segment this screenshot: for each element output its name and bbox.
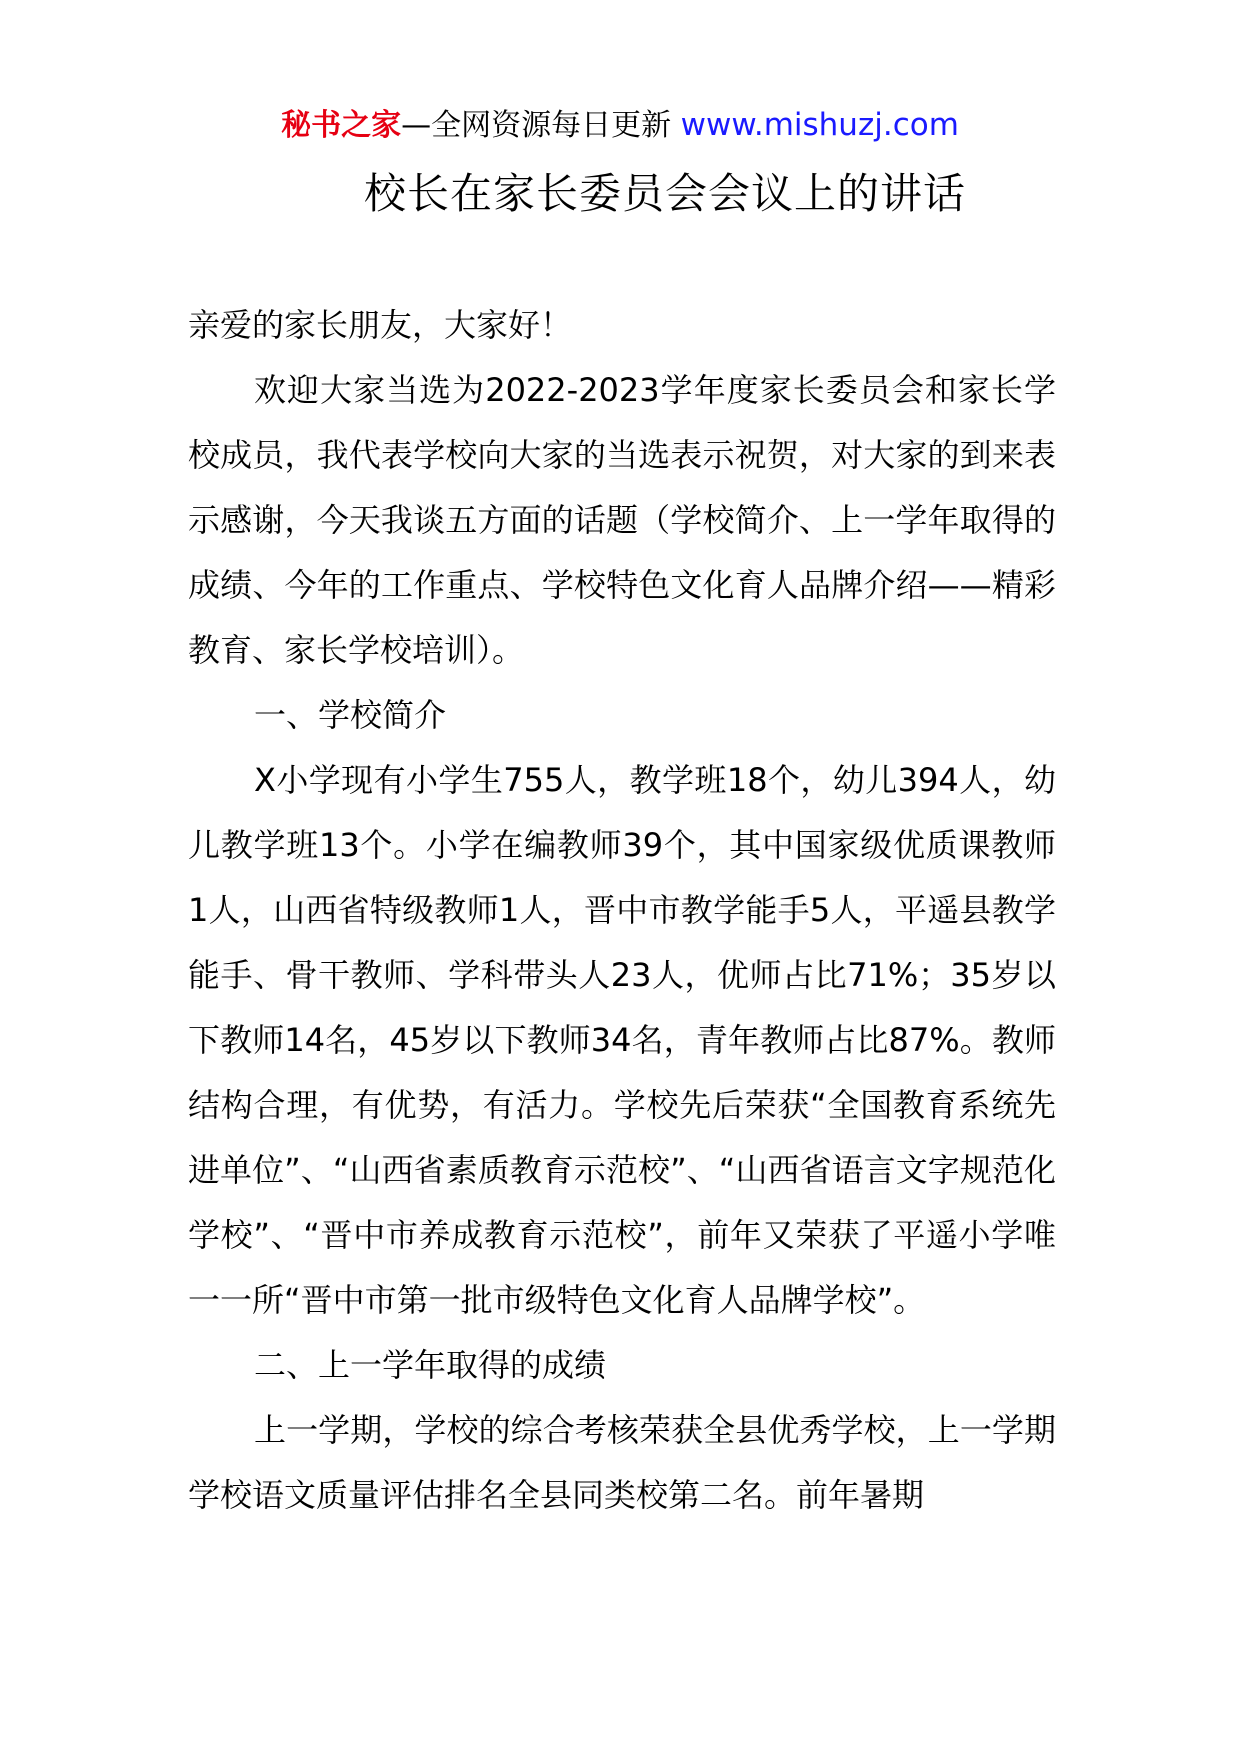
document-body — [188, 293, 1056, 1528]
paragraph-welcome: 欢迎大家当选为2022-2023学年度家长委员会和家长学校成员，我代表学校向大家的当选表示祝贺，对大家的到来表示感谢，今天我谈五方面的话题（学校简介、上一学年取得的成绩、今年的工作重点、学校特色文化育人品牌介绍——精彩教育、家长学校培训）。 — [188, 371, 1056, 669]
paragraph-achievements: 上一学期，学校的综合考核荣获全县优秀学校，上一学期学校语文质量评估排名全县同类校第二名。前年暑期 — [188, 1411, 1056, 1514]
document-title: 校长在家长委员会会议上的讲话 — [363, 169, 966, 218]
section-heading-achievements: 二、上一学年取得的成绩 — [254, 1346, 607, 1384]
site-url-link[interactable]: www.mishuzj.com — [680, 107, 959, 143]
site-slogan: —全网资源每日更新 — [401, 108, 681, 143]
site-header — [0, 102, 1240, 149]
section-heading-school-intro: 一、学校简介 — [254, 696, 447, 734]
greeting: 亲爱的家长朋友，大家好！ — [188, 306, 573, 344]
paragraph-school-intro: X小学现有小学生755人，教学班18个，幼儿394人，幼儿教学班13个。小学在编教师39个，其中国家级优质课教师1人，山西省特级教师1人，晋中市教学能手5人，平遥县教学能手、骨干教师、学科带头人23人，优师占比71%；35岁以下教师14名，45岁以下教师34名，青年教师占比87%。教师结构合理，有优势，有活力。学校先后荣获“全国教育系统先进单位”、“山西省素质教育示范校”、“山西省语言文字规范化学校”、“晋中市养成教育示范校”，前年又荣获了平遥小学唯一一所“晋中市第一批市级特色文化育人品牌学校”。 — [188, 761, 1056, 1319]
site-brand: 秘书之家 — [281, 108, 402, 143]
